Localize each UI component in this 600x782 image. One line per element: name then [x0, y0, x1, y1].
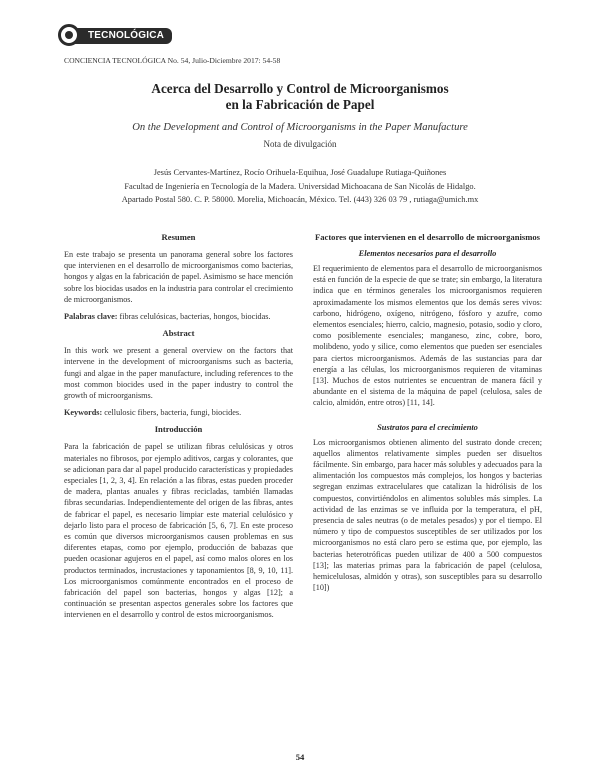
abstract-heading: Abstract [162, 328, 195, 339]
page-number: 54 [295, 752, 305, 762]
factores-heading: Factores que intervienen en el desarrollo de microorganismos [314, 232, 541, 242]
affiliation-line-2: Apartado Postal 580. C. P. 58000. Morelia, Michoacán, México. Tel. (443) 326 03 79 , rutiaga@umich.mx [121, 195, 479, 204]
article-type-note: Nota de divulgación [263, 139, 337, 149]
introduccion-heading: Introducción [154, 424, 203, 435]
keywords-label: Keywords: [64, 408, 103, 418]
keywords-text: cellulosic fibers, bacteria, fungi, biocides. [102, 408, 242, 418]
sustratos-heading: Sustratos para el crecimiento [377, 422, 478, 432]
abstract-text: In this work we present a general overview on the factors that intervene in the development of microorganisms such as bacteria, fungi and algae in the paper manufacture, including references to the most common biocides used in the paper industry to control the growth of microorganisms. [64, 346, 293, 401]
palabras-clave-text: fibras celulósicas, bacterias, hongos, biocidas. [117, 312, 271, 322]
elementos-heading: Elementos necesarios para el desarrollo [358, 249, 497, 258]
palabras-clave-label: Palabras clave: [64, 312, 118, 322]
article-title-line-2: en la Fabricación de Papel [225, 97, 375, 112]
left-column [64, 232, 293, 627]
keywords [64, 407, 293, 418]
journal-logo [64, 28, 172, 44]
sustratos-text: Los microorganismos obtienen alimento del sustrato donde crecen; aquellos alimentos relativamente simples pueden ser disueltos fácilmente. Sin embargo, para hacer más solubles y adecuados para la alimentación los compuestos más complejos, los hongos y bacterias segregan enzimas extracelulares que catalizan la hidrólisis de los compuestos, convirtiéndolos en alimentos solubles más simples. La actividad de las enzimas se ve influida por la temperatura, el pH, presencia de sales neutras (o de metales pesados) y por el tiempo. El número y tipo de compuestos susceptibles de ser utilizados por los microorganismos no está claro pero se estima que, por ejemplo, las bacterias heterotróficas pueden utilizar de 400 a 500 compuestos [13]; las materias primas para la fabricación de papel (celulosa, hemicelulosas, almidón y otras), son susceptibles para su desarrollo [10]) [313, 437, 542, 593]
right-column [313, 232, 542, 599]
journal-citation: CONCIENCIA TECNOLÓGICA No. 54, Julio-Diciembre 2017: 54-58 [64, 56, 281, 65]
article-subtitle: On the Development and Control of Microorganisms in the Paper Manufacture [132, 122, 468, 133]
resumen-heading: Resumen [161, 232, 196, 242]
authors: Jesús Cervantes-Martínez, Rocío Orihuela-Equihua, José Guadalupe Rutiaga-Quiñones [153, 168, 447, 177]
elementos-text: El requerimiento de elementos para el desarrollo de microorganismos está en función de la especie de que se trate; sin embargo, la literatura indica que en términos generales los microorganismos requieren aproximadamente los mismos elementos que los demás seres vivos: carbono, hidrógeno, oxígeno, nitrógeno, fósforo y azufre, como elementos esenciales; hierro, calcio, magnesio, potasio, sodio y cloro, como posiblemente esenciales; manganeso, zinc, cobre, boro, molibdeno, yodo y silice, como elementos que pueden ser esenciales para ciertos microorganismos. Además de las sustancias para dar energía a las células, los microorganismos requieren de vitaminas [13]. Muchos de estos nutrientes se encuentran de manera fácil y abundante en el sistema de la máquina de papel (celulosa, sales de calcio, almidón, entre otros) [11, 14]. [313, 264, 542, 408]
resumen-text: En este trabajo se presenta un panorama general sobre los factores que intervienen en el desarrollo de microorganismos como bacterias, hongos y algas en la fabricación de papel. Asimismo se hace mención sobre los biocidas usados en la industria para controlar el crecimiento de microorganismos. [64, 250, 293, 304]
palabras-clave [64, 311, 293, 322]
logo-swirl-icon [58, 24, 80, 46]
introduccion-text: Para la fabricación de papel se utilizan fibras celulósicas y otros materiales no fibrosos, por ejemplo aditivos, cargas y colorantes, que se adicionan para dar al papel producido características y propiedades especiales [1, 2, 3, 4]. En relación a las fibras, estas pueden proceder de madera, plantas anuales y fibras recicladas, también llamadas fibras secundarias. Independientemente del origen de las fibras, antes de fabricar el papel, es necesario limpiar este material celulósico y dejarlo listo para el proceso de fabricación [5, 6, 7]. En este proceso es común que diversos microorganismos causen problemas en sus diferentes etapas, como por ejemplo, producción de babazas que pueden ocasionar agujeros en el papel, así como malos olores en los productos terminados, incrustaciones y taponamientos [8, 9, 10, 11]. Los microorganismos comúnmente encontrados en el proceso de fabricación del papel son bacterias, hongos y algas [12]; a continuación se presentan aspectos generales sobre los factores que intervienen en el desarrollo y control de estos microorganismos. [64, 442, 293, 620]
article-title-line-1: Acerca del Desarrollo y Control de Microorganismos [151, 81, 449, 96]
logo-text: TECNOLÓGICA [88, 30, 165, 41]
affiliation-line-1: Facultad de Ingeniería en Tecnología de la Madera. Universidad Michoacana de San Nicolás de Hidalgo. [124, 182, 476, 191]
